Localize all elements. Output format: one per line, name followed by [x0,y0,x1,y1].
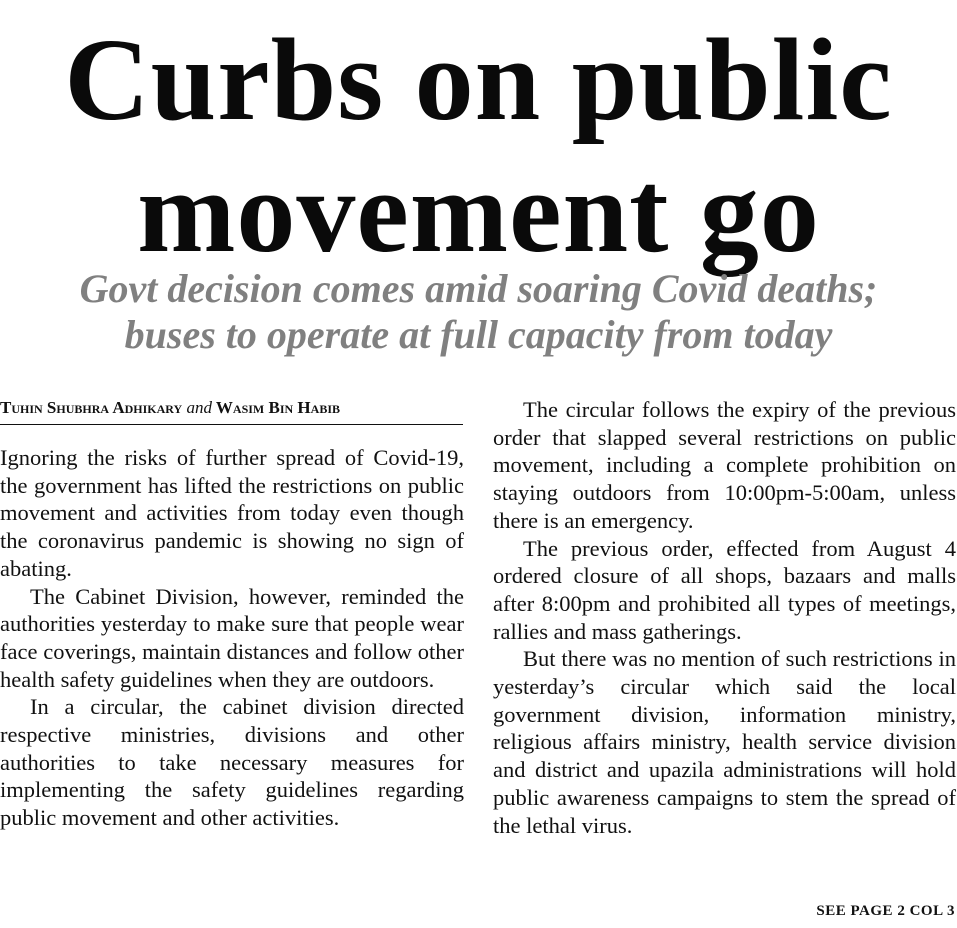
continuation-jump-line: SEE PAGE 2 COL 3 [816,903,955,919]
byline-connector: and [186,398,212,417]
subheadline-line-2: buses to operate at full capacity from today [124,312,833,357]
article-paragraph: In a circular, the cabinet division directed respective ministries, divisions and other authorities to take necessary measures for implementing the safety guidelines regarding public movement and other activities. [0,694,464,831]
article-column-right [493,396,956,839]
byline-author-1: Tuhin Shubhra Adhikary [0,398,183,417]
byline-author-2: Wasim Bin Habib [215,398,340,417]
subheadline-line-1: Govt decision comes amid soaring Covid deaths; [79,266,878,311]
byline [0,398,463,425]
article-column-left [0,444,464,832]
article-paragraph: Ignoring the risks of further spread of Covid-19, the government has lifted the restrictions on public movement and activities from today even though the coronavirus pandemic is showing no sign of abating. [0,445,464,581]
article-paragraph: The previous order, effected from August 4 ordered closure of all shops, bazaars and malls after 8:00pm and prohibited all types of meetings, rallies and mass gatherings. [493,535,956,644]
article-paragraph: But there was no mention of such restrictions in yesterday’s circular which said the local government division, information ministry, religious affairs ministry, health service division and district and upazila administrations will hold public awareness campaigns to stem the spread of the lethal virus. [493,646,956,838]
article-paragraph: The circular follows the expiry of the previous order that slapped several restrictions on public movement, including a complete prohibition on staying outdoors from 10:00pm-5:00am, unless there is an emergency. [493,397,956,533]
headline-line-2: movement go [137,146,820,277]
subheadline [0,266,957,358]
article-paragraph: The Cabinet Division, however, reminded the authorities yesterday to make sure that people wear face coverings, maintain distances and follow other health safety guidelines when they are outdoors. [0,583,464,692]
headline-line-1: Curbs on public [64,14,893,145]
headline [0,14,957,278]
